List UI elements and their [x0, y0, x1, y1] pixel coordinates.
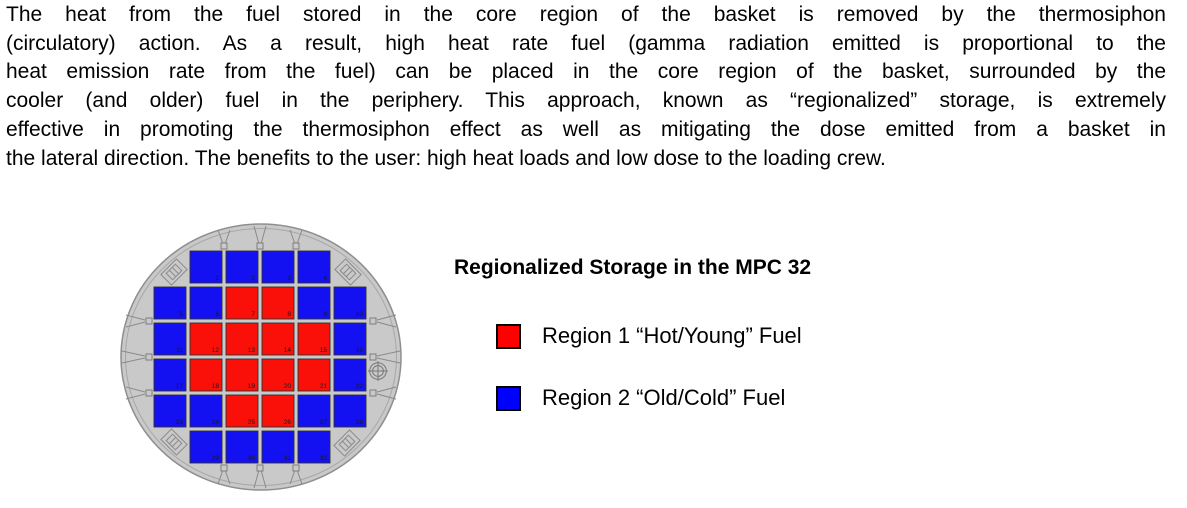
- fuel-cell-number: 30: [247, 455, 255, 462]
- mpc32-basket-diagram: [111, 216, 411, 508]
- fuel-cell-number: 13: [247, 347, 255, 354]
- fuel-cell-number: 1: [215, 275, 219, 282]
- basket-shell: [121, 224, 401, 490]
- fuel-cell-number: 24: [211, 419, 219, 426]
- paragraph-line: the lateral direction. The benefits to the user: high heat loads and low dose to the loading crew.: [6, 146, 886, 170]
- fuel-cell-number: 4: [323, 275, 327, 282]
- legend-item-region1: [496, 323, 802, 349]
- fuel-cell-number: 16: [355, 347, 363, 354]
- body-paragraph: [6, 1, 1166, 173]
- fuel-cell-number: 32: [319, 455, 327, 462]
- fuel-cell-number: 9: [323, 311, 327, 318]
- figure-title: Regionalized Storage in the MPC 32: [454, 256, 812, 279]
- fuel-cell-number: 25: [247, 419, 255, 426]
- fuel-cell-number: 26: [283, 419, 291, 426]
- legend-label: Region 2 “Old/Cold” Fuel: [542, 385, 786, 410]
- fuel-cell-number: 29: [211, 455, 219, 462]
- fuel-cell-number: 5: [179, 311, 183, 318]
- paragraph-line: (circulatory) action. As a result, high heat rate fuel (gamma radiation emitted is proportional to the: [6, 31, 1166, 55]
- fuel-cell-number: 12: [211, 347, 219, 354]
- region1-color-swatch: [496, 324, 521, 349]
- legend-item-region2: [496, 385, 785, 411]
- fuel-cell-number: 21: [319, 383, 327, 390]
- fuel-cell-number: 11: [176, 347, 183, 354]
- fuel-cell-number: 19: [247, 383, 255, 390]
- fuel-cell-number: 6: [215, 311, 219, 318]
- fuel-cell-number: 7: [251, 311, 255, 318]
- fuel-cell-number: 2: [251, 275, 255, 282]
- fuel-cell-number: 15: [319, 347, 327, 354]
- fuel-cell-number: 27: [319, 419, 327, 426]
- fuel-cell-number: 22: [355, 383, 363, 390]
- fuel-cell-number: 23: [175, 419, 183, 426]
- paragraph-line: effective in promoting the thermosiphon effect as well as mitigating the dose emitted from a basket in: [6, 117, 1166, 141]
- region2-color-swatch: [496, 386, 521, 411]
- fuel-cell-number: 18: [211, 383, 219, 390]
- legend-label: Region 1 “Hot/Young” Fuel: [542, 323, 802, 348]
- fuel-cell-number: 31: [283, 455, 291, 462]
- paragraph-line: heat emission rate from the fuel) can be placed in the core region of the basket, surrounded by the: [6, 60, 1166, 84]
- paragraph-line: The heat from the fuel stored in the core region of the basket is removed by the thermosiphon: [6, 3, 1166, 26]
- fuel-cell-number: 3: [287, 275, 291, 282]
- fuel-cell-number: 20: [283, 383, 291, 390]
- fuel-cell-number: 10: [355, 311, 363, 318]
- fuel-cell-number: 8: [287, 311, 291, 318]
- paragraph-line: cooler (and older) fuel in the periphery. This approach, known as “regionalized” storage, is extremely: [6, 89, 1166, 113]
- fuel-cell-number: 28: [355, 419, 363, 426]
- fuel-cell-number: 14: [283, 347, 291, 354]
- fuel-cell-number: 17: [175, 383, 183, 390]
